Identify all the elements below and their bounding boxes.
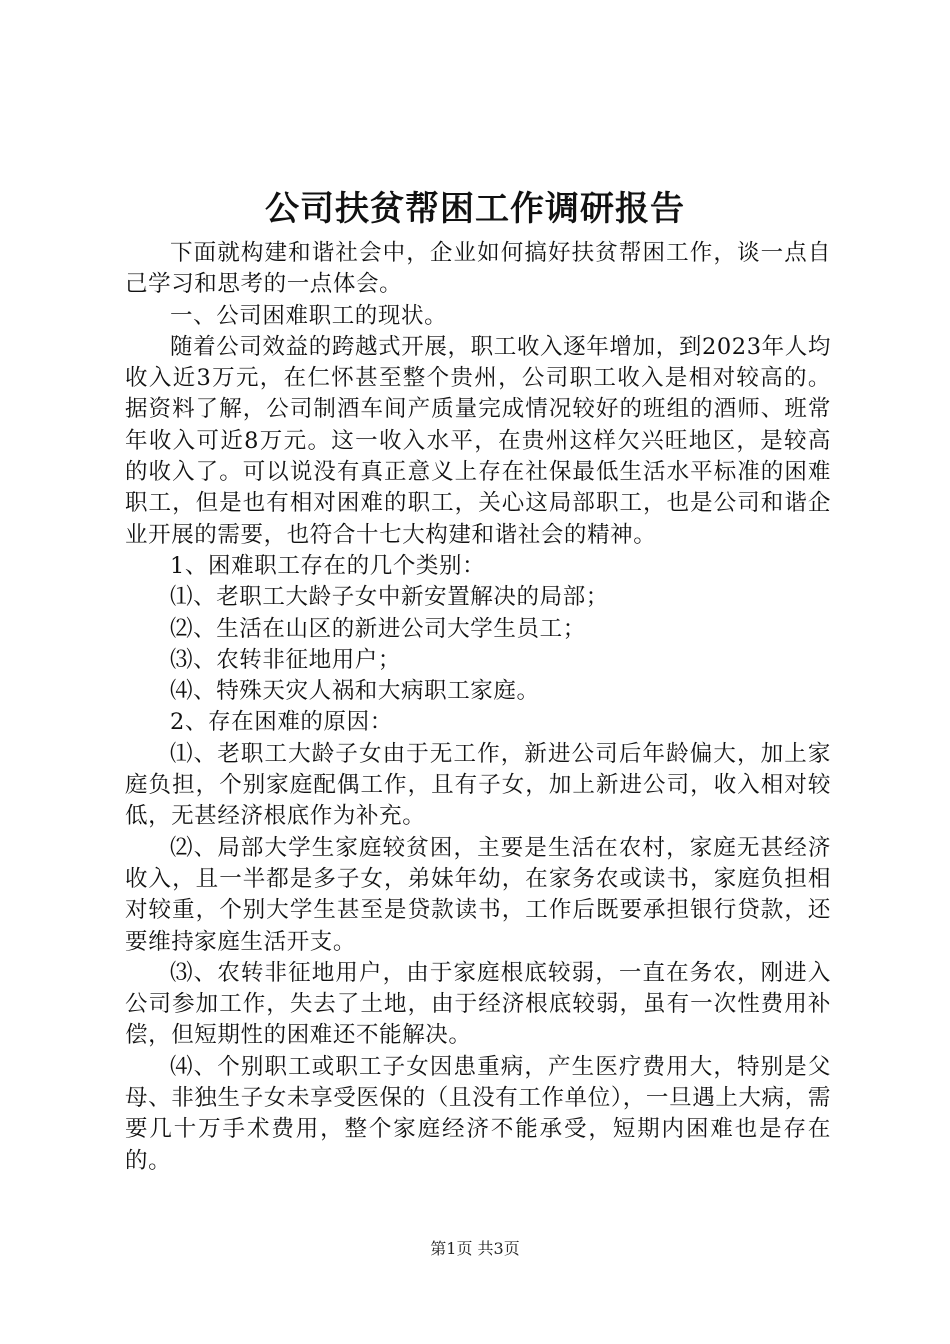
list-item-reason-4: ⑷、个别职工或职工子女因患重病，产生医疗费用大，特别是父母、非独生子女未享受医保的（且没有工作单位），一旦遇上大病，需要几十万手术费用，整个家庭经济不能承受，短期内困难也是存在的。 <box>125 1053 831 1174</box>
list-item-reason-1: ⑴、老职工大龄子女由于无工作，新进公司后年龄偏大，加上家庭负担，个别家庭配偶工作，且有子女，加上新进公司，收入相对较低，无甚经济根底作为补充。 <box>125 740 831 830</box>
document-title: 公司扶贫帮困工作调研报告 <box>265 189 685 229</box>
paragraph-current-status: 随着公司效益的跨越式开展，职工收入逐年增加，到2023年人均收入近3万元，在仁怀甚至整个贵州，公司职工收入是相对较高的。据资料了解，公司制酒车间产质量完成情况较好的班组的酒师、班常年收入可近8万元。这一收入水平，在贵州这样欠兴旺地区，是较高的收入了。可以说没有真正意义上存在社保最低生活水平标准的困难职工，但是也有相对困难的职工，关心这局部职工，也是公司和谐企业开展的需要，也符合十七大构建和谐社会的精神。 <box>125 333 831 548</box>
document-body <box>125 238 831 1177</box>
section-heading-1: 一、公司困难职工的现状。 <box>170 302 448 329</box>
page-footer: 第1页 共3页 <box>430 1239 520 1258</box>
list-item-category-1: ⑴、老职工大龄子女中新安置解决的局部； <box>170 584 609 611</box>
subheading-reasons: 2、存在困难的原因： <box>170 709 393 736</box>
paragraph-intro: 下面就构建和谐社会中，企业如何搞好扶贫帮困工作，谈一点自己学习和思考的一点体会。 <box>125 240 831 298</box>
subheading-categories: 1、困难职工存在的几个类别： <box>170 552 486 579</box>
list-item-category-4: ⑷、特殊天灾人祸和大病职工家庭。 <box>170 678 540 705</box>
list-item-category-2: ⑵、生活在山区的新进公司大学生员工； <box>170 615 586 642</box>
list-item-category-3: ⑶、农转非征地用户； <box>170 646 402 673</box>
list-item-reason-3: ⑶、农转非征地用户，由于家庭根底较弱，一直在务农，刚进入公司参加工作，失去了土地，由于经济根底较弱，虽有一次性费用补偿，但短期性的困难还不能解决。 <box>125 959 831 1049</box>
list-item-reason-2: ⑵、局部大学生家庭较贫困，主要是生活在农村，家庭无甚经济收入，且一半都是多子女，弟妹年幼，在家务农或读书，家庭负担相对较重，个别大学生甚至是贷款读书，工作后既要承担银行贷款，还要维持家庭生活开支。 <box>125 834 831 955</box>
